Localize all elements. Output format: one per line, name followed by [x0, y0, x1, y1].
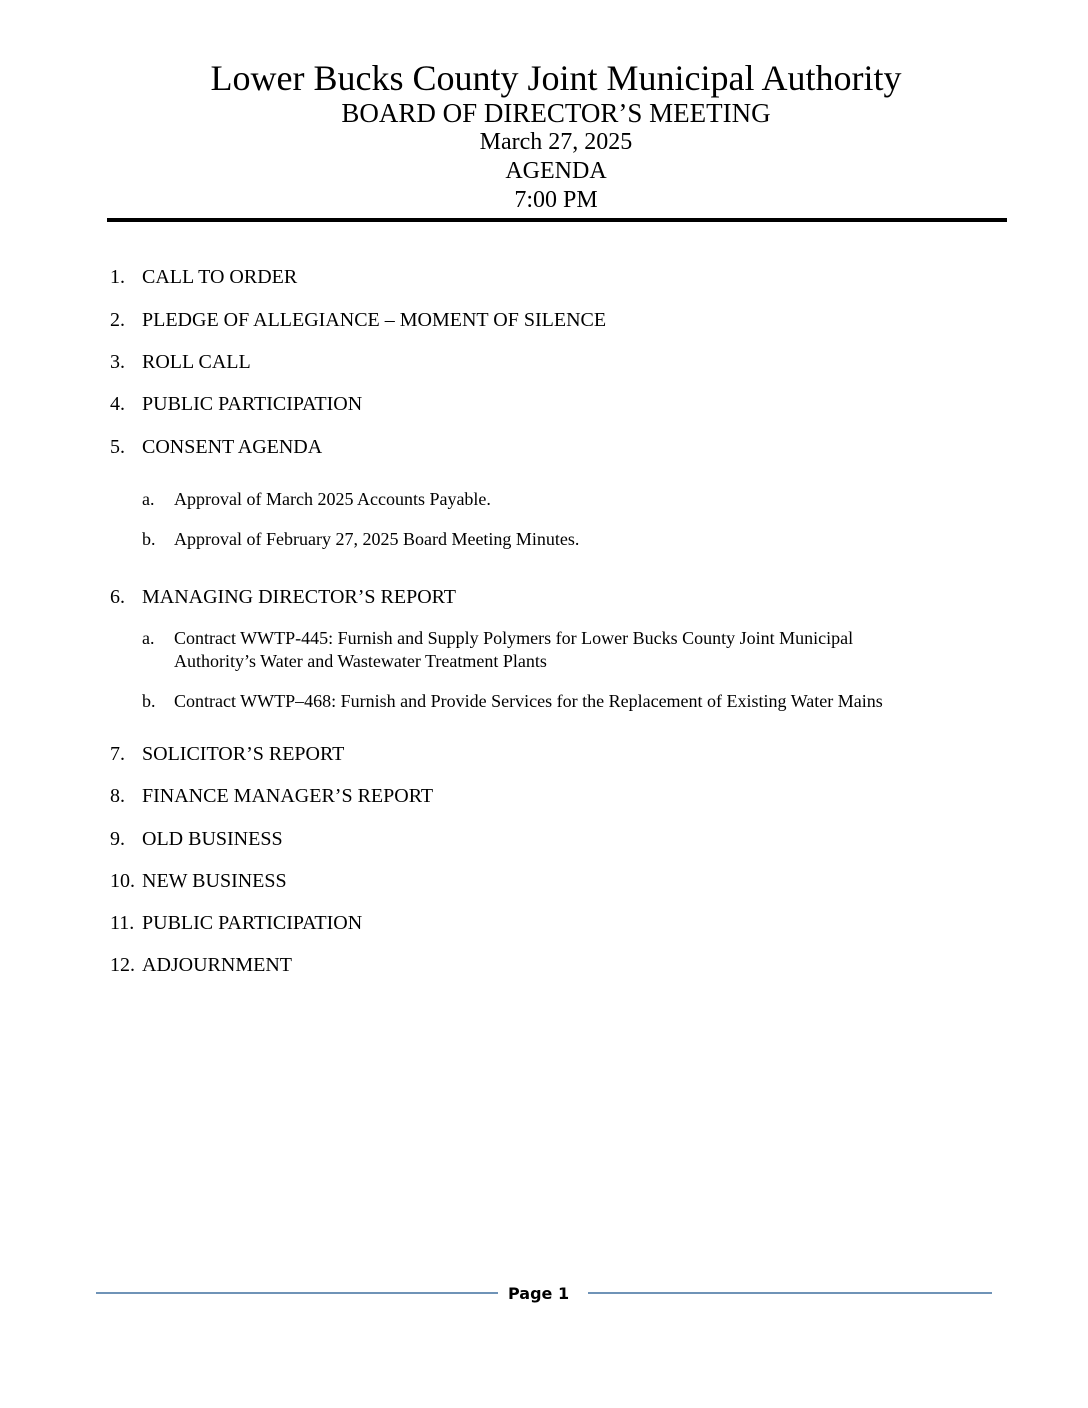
item-number: 2. — [110, 309, 125, 331]
agenda-item-11 — [110, 911, 362, 935]
agenda-item-9 — [110, 827, 283, 851]
agenda-item-2 — [110, 308, 606, 332]
item-number: 1. — [110, 266, 125, 288]
item-number: 4. — [110, 393, 125, 415]
item-label: ADJOURNMENT — [142, 954, 292, 976]
item-label: MANAGING DIRECTOR’S REPORT — [142, 586, 457, 608]
item-number: 7. — [110, 743, 125, 765]
agenda-item-5 — [110, 435, 322, 459]
item-label: FINANCE MANAGER’S REPORT — [142, 785, 434, 807]
meeting-time: 7:00 PM — [514, 187, 598, 213]
subitem-text: Contract WWTP–468: Furnish and Provide Services for the Replacement of Existing Water Mains — [174, 691, 883, 711]
document-header — [0, 58, 1088, 215]
subitem-text: Approval of February 27, 2025 Board Meeting Minutes. — [174, 529, 580, 549]
item-number: 8. — [110, 785, 125, 807]
item-label: CONSENT AGENDA — [142, 436, 323, 458]
managing-subitem-b — [142, 690, 972, 713]
item-label: NEW BUSINESS — [142, 870, 287, 892]
organization-title: Lower Bucks County Joint Municipal Authority — [210, 58, 902, 98]
meeting-title: BOARD OF DIRECTOR’S MEETING — [341, 98, 771, 128]
item-label: PUBLIC PARTICIPATION — [142, 912, 363, 934]
subitem-text: Contract WWTP-445: Furnish and Supply Polymers for Lower Bucks County Joint Municipal Authority’s Water and Wastewater Treatment Plants — [174, 628, 854, 671]
consent-subitem-b — [142, 528, 972, 551]
header-divider — [107, 218, 1007, 222]
item-label: SOLICITOR’S REPORT — [142, 743, 345, 765]
footer-rule-left — [96, 1292, 498, 1294]
agenda-item-6 — [110, 585, 456, 609]
item-label: ROLL CALL — [142, 351, 251, 373]
agenda-item-10 — [110, 869, 287, 893]
page-number: Page 1 — [508, 1284, 570, 1303]
agenda-label: AGENDA — [505, 158, 607, 184]
item-label: CALL TO ORDER — [142, 266, 298, 288]
item-number: 10. — [110, 870, 135, 892]
item-label: PUBLIC PARTICIPATION — [142, 393, 363, 415]
subitem-letter: a. — [142, 489, 155, 509]
item-number: 3. — [110, 351, 125, 373]
agenda-item-12 — [110, 953, 292, 977]
agenda-item-8 — [110, 784, 433, 808]
consent-subitem-a — [142, 488, 972, 511]
subitem-letter: a. — [142, 628, 155, 648]
footer-rule-right — [588, 1292, 992, 1294]
item-label: PLEDGE OF ALLEGIANCE – MOMENT OF SILENCE — [142, 309, 607, 331]
agenda-item-4 — [110, 392, 362, 416]
item-number: 12. — [110, 954, 135, 976]
item-number: 11. — [110, 912, 135, 934]
subitem-letter: b. — [142, 529, 156, 549]
agenda-item-1 — [110, 265, 297, 289]
subitem-letter: b. — [142, 691, 156, 711]
meeting-date: March 27, 2025 — [479, 129, 633, 155]
managing-subitem-a — [142, 627, 932, 673]
item-number: 5. — [110, 436, 125, 458]
item-number: 6. — [110, 586, 125, 608]
agenda-item-3 — [110, 350, 251, 374]
subitem-text: Approval of March 2025 Accounts Payable. — [174, 489, 491, 509]
item-number: 9. — [110, 828, 125, 850]
item-label: OLD BUSINESS — [142, 828, 283, 850]
agenda-item-7 — [110, 742, 344, 766]
